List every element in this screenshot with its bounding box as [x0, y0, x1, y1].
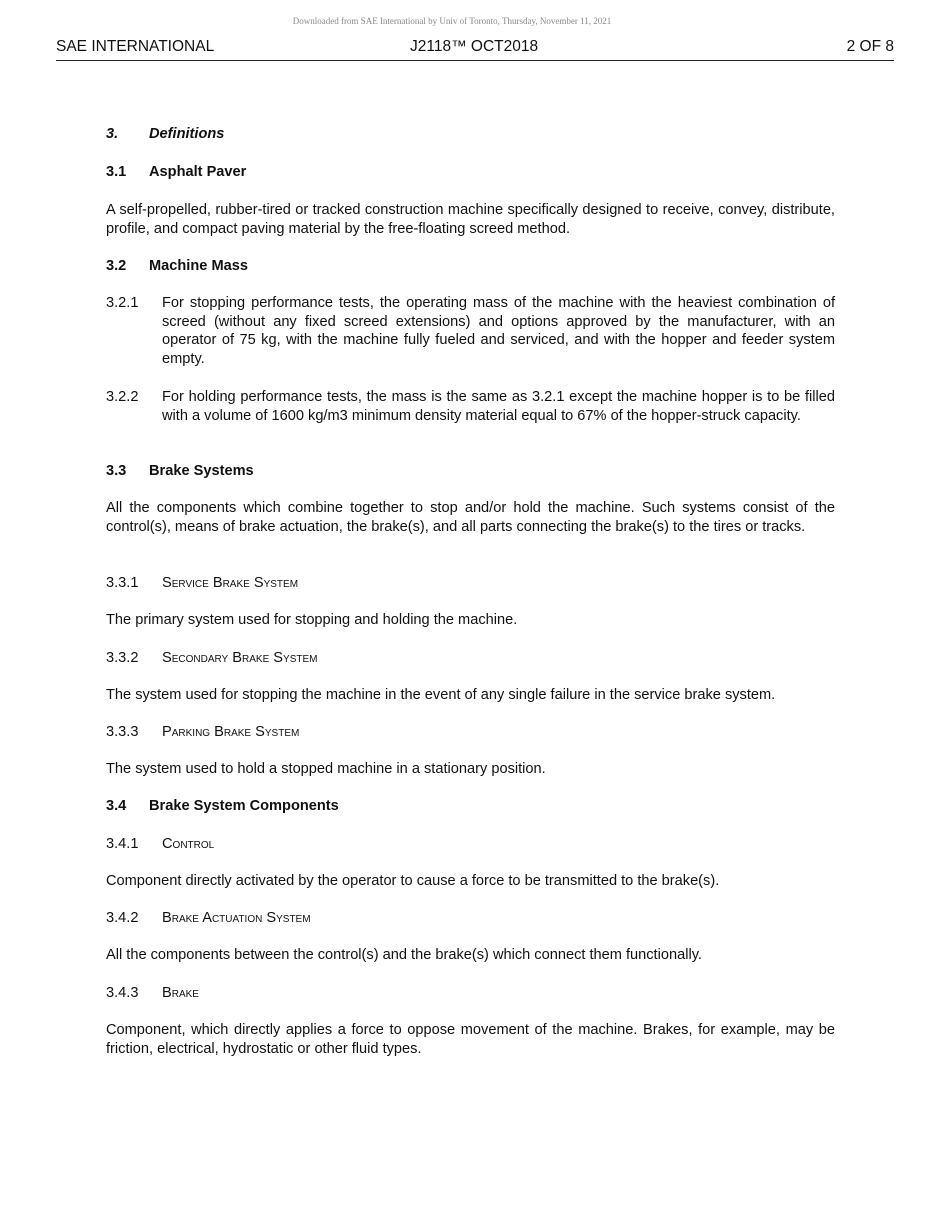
download-watermark: Downloaded from SAE International by Univ of Toronto, Thursday, November 11, 2021	[292, 16, 612, 26]
running-header	[56, 38, 894, 61]
item-text: For stopping performance tests, the operating mass of the machine with the heaviest combination of screed (without any fixed screed extensions) and options approved by the manufacturer, with an operator of 75 kg, with the machine fully fueled and serviced, and with the hopper and feeder system empty.	[162, 295, 835, 368]
heading-title: Machine Mass	[149, 258, 248, 274]
numbered-item-3-2-2	[106, 388, 835, 425]
section-title: Definitions	[149, 126, 225, 142]
paragraph-service-brake-system: The primary system used for stopping and holding the machine.	[106, 612, 518, 628]
heading-number: 3.2	[106, 258, 127, 274]
paragraph-parking-brake-system: The system used to hold a stopped machine in a stationary position.	[106, 761, 546, 777]
heading-title: Brake System Components	[149, 798, 339, 814]
subheading-number: 3.4.2	[106, 910, 139, 926]
subheading-title: Parking Brake System	[162, 724, 300, 740]
section-heading-definitions	[106, 125, 835, 144]
paragraph-control: Component directly activated by the operator to cause a force to be transmitted to the brake(s).	[106, 873, 720, 889]
header-org: SAE INTERNATIONAL	[56, 38, 215, 55]
header-doc-id: J2118™ OCT2018	[410, 38, 539, 55]
subheading-number: 3.4.3	[106, 985, 139, 1001]
paragraph-brake-systems: All the components which combine together to stop and/or hold the machine. Such systems consist of the control(s), means of brake actuation, the brake(s), and all parts connecting the brake(s) to the tires or tracks.	[106, 500, 835, 535]
item-number: 3.2.2	[106, 389, 139, 405]
subheading-number: 3.3.3	[106, 724, 139, 740]
heading-number: 3.1	[106, 164, 127, 180]
heading-brake-system-components	[106, 797, 835, 816]
heading-number: 3.3	[106, 463, 127, 479]
heading-asphalt-paver	[106, 163, 835, 182]
numbered-item-3-2-1	[106, 294, 835, 369]
subheading-title: Control	[162, 836, 215, 852]
item-number: 3.2.1	[106, 295, 139, 311]
subheading-brake-actuation-system	[106, 909, 835, 928]
subheading-number: 3.3.1	[106, 575, 139, 591]
paragraph-asphalt-paver: A self-propelled, rubber-tired or tracked construction machine specifically designed to receive, convey, distribute, profile, and compact paving material by the free-floating screed method.	[106, 202, 835, 237]
subheading-secondary-brake-system	[106, 649, 835, 668]
header-page-number: 2 OF 8	[846, 38, 894, 55]
subheading-service-brake-system	[106, 574, 835, 593]
paragraph-secondary-brake-system: The system used for stopping the machine in the event of any single failure in the service brake system.	[106, 687, 776, 703]
subheading-title: Secondary Brake System	[162, 650, 318, 666]
heading-title: Asphalt Paver	[149, 164, 247, 180]
subheading-title: Service Brake System	[162, 575, 299, 591]
heading-title: Brake Systems	[149, 463, 254, 479]
paragraph-brake: Component, which directly applies a force to oppose movement of the machine. Brakes, for example, may be friction, electrical, hydrostatic or other fluid types.	[106, 1022, 835, 1057]
item-text: For holding performance tests, the mass is the same as 3.2.1 except the machine hopper is to be filled with a volume of 1600 kg/m3 minimum density material equal to 67% of the hopper-struck capacity.	[162, 389, 835, 424]
heading-number: 3.4	[106, 798, 127, 814]
heading-brake-systems	[106, 462, 835, 481]
paragraph-brake-actuation-system: All the components between the control(s) and the brake(s) which connect them functionally.	[106, 947, 702, 963]
subheading-parking-brake-system	[106, 723, 835, 742]
subheading-control	[106, 835, 835, 854]
subheading-title: Brake	[162, 985, 199, 1001]
subheading-number: 3.4.1	[106, 836, 139, 852]
subheading-title: Brake Actuation System	[162, 910, 311, 926]
heading-machine-mass	[106, 257, 835, 276]
section-number: 3.	[106, 126, 119, 142]
subheading-brake	[106, 984, 835, 1003]
subheading-number: 3.3.2	[106, 650, 139, 666]
